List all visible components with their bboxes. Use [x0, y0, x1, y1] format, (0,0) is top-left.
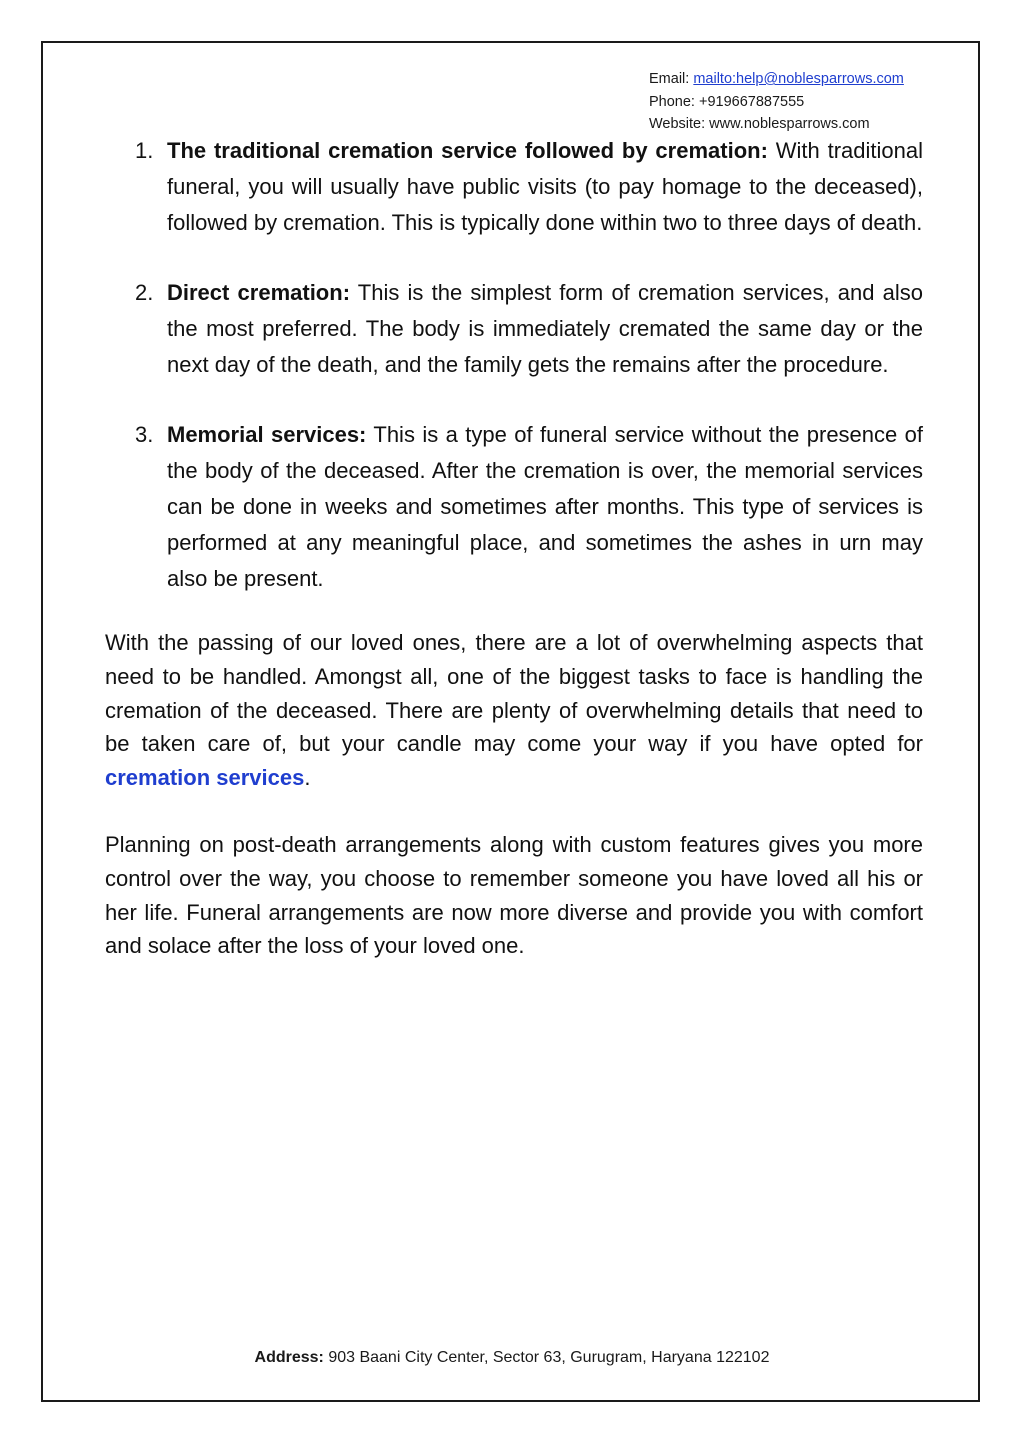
services-list [105, 133, 923, 597]
contact-block [649, 68, 904, 136]
cremation-services-link[interactable]: cremation services [105, 765, 305, 791]
item-text: This is the simplest form of cremation services, and also the most preferred. The body is immediately cremated the same day or the next day of the death, and the family gets the remains after the procedure. [167, 280, 923, 377]
list-number: 3. [135, 422, 154, 447]
item-title: Direct cremation: [167, 280, 351, 305]
item-title: The traditional cremation service followed by cremation: [167, 138, 768, 163]
email-label: Email: [649, 71, 694, 87]
address-footer [0, 1347, 1024, 1369]
paragraph-text: With the passing of our loved ones, there are a lot of overwhelming aspects that need to be handled. Amongst all, one of the biggest tasks to face is handling the cremation of the deceased. There are plenty of overwhelming details that need to be taken care of, but your candle may come your way if you have opted for [105, 630, 923, 757]
list-number: 2. [135, 280, 154, 305]
email-link[interactable]: mailto:help@noblesparrows.com [693, 71, 904, 87]
list-item [105, 275, 923, 383]
main-content [105, 133, 923, 963]
phone-line: Phone: +919667887555 [649, 93, 805, 110]
website-line: Website: www.noblesparrows.com [649, 116, 870, 132]
list-item [105, 417, 923, 597]
paragraph-passing [105, 626, 923, 795]
address-value: 903 Baani City Center, Sector 63, Gurugram, Haryana 122102 [323, 1349, 770, 1366]
item-text: This is a type of funeral service without the presence of the body of the deceased. After the cremation is over, the memorial services can be done in weeks and sometimes after months. This type of services is performed at any meaningful place, and sometimes the ashes in urn may also be present. [167, 422, 924, 591]
item-text: With traditional funeral, you will usually have public visits (to pay homage to the deceased), followed by cremation. This is typically done within two to three days of death. [167, 138, 923, 235]
list-number: 1. [135, 138, 154, 163]
list-item [105, 133, 923, 241]
email-line [649, 68, 904, 91]
paragraph-planning: Planning on post-death arrangements along with custom features gives you more control over the way, you choose to remember someone you have loved all his or her life. Funeral arrangements are now more diverse and provide you with comfort and solace after the loss of your loved one. [105, 831, 923, 959]
paragraph-end: . [304, 765, 311, 791]
address-label: Address: [254, 1349, 324, 1366]
item-title: Memorial services: [167, 422, 367, 447]
